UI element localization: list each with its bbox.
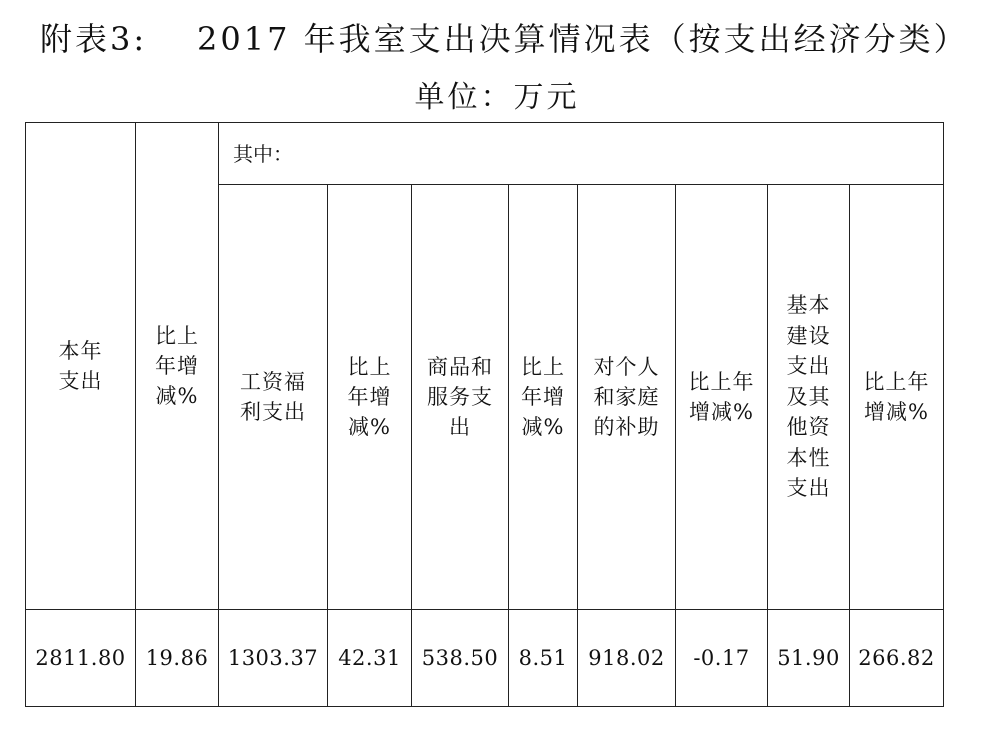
header-goods-services: 商品和 服务支 出 — [412, 185, 509, 610]
header-yoy-capital: 比上年 增减% — [850, 185, 944, 610]
header-subsidies: 对个人 和家庭 的补助 — [578, 185, 676, 610]
document-title — [0, 16, 994, 62]
table-row — [26, 610, 944, 707]
value-goods-services: 538.50 — [412, 610, 509, 707]
expenditure-table — [25, 122, 944, 707]
header-yoy-subsidies: 比上年 增减% — [676, 185, 768, 610]
value-yoy-total: 19.86 — [136, 610, 219, 707]
header-yoy-goods: 比上 年增 减% — [509, 185, 578, 610]
value-subsidies: 918.02 — [578, 610, 676, 707]
header-capital-expenditure: 基本 建设 支出 及其 他资 本性 支出 — [768, 185, 850, 610]
value-yoy-capital: 266.82 — [850, 610, 944, 707]
header-yoy-wages: 比上 年增 减% — [328, 185, 412, 610]
value-yoy-goods: 8.51 — [509, 610, 578, 707]
header-annual-expenditure: 本年 支出 — [26, 123, 136, 610]
table-title: 2017 年我室支出决算情况表（按支出经济分类） — [197, 20, 969, 58]
appendix-label: 附表3: — [40, 20, 148, 58]
header-yoy-total: 比上 年增 减% — [136, 123, 219, 610]
value-annual-expenditure: 2811.80 — [26, 610, 136, 707]
header-wages-welfare: 工资福 利支出 — [219, 185, 328, 610]
value-wages-welfare: 1303.37 — [219, 610, 328, 707]
value-capital-expenditure: 51.90 — [768, 610, 850, 707]
value-yoy-wages: 42.31 — [328, 610, 412, 707]
unit-label: 单位：万元 — [414, 80, 580, 115]
value-yoy-subsidies: -0.17 — [676, 610, 768, 707]
header-of-which: 其中： — [219, 123, 944, 185]
